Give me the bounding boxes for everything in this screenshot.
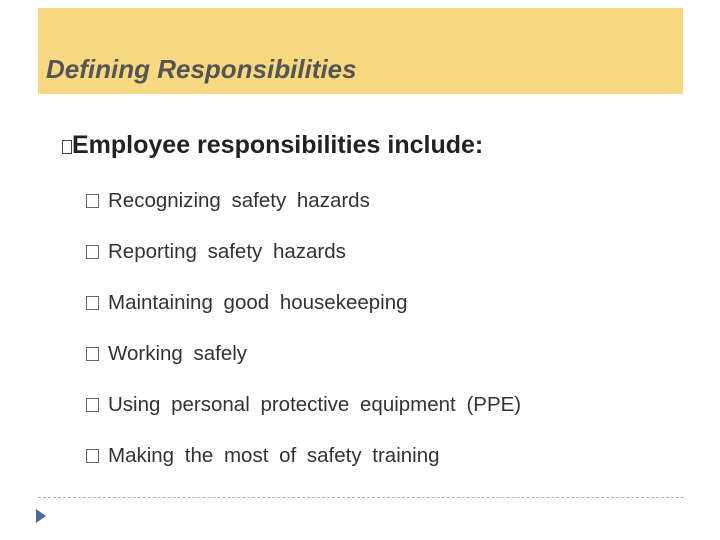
triangle-arrow-icon — [36, 509, 46, 523]
sub-bullet-text: Reporting safety hazards — [108, 240, 346, 263]
main-bullet-text: Employee responsibilities include: — [72, 131, 484, 159]
square-bullet-icon — [86, 194, 99, 208]
sub-bullet-text: Using personal protective equipment (PPE) — [108, 393, 522, 416]
sub-bullet-text: Making the most of safety training — [108, 444, 440, 467]
square-bullet-icon — [86, 245, 99, 259]
square-bullet-icon — [86, 347, 99, 361]
square-bullet-icon — [86, 296, 99, 310]
square-bullet-icon — [86, 449, 99, 463]
sub-bullet-text: Working safely — [108, 342, 248, 365]
square-bullet-icon — [62, 140, 72, 154]
sub-bullet-text: Recognizing safety hazards — [108, 189, 370, 212]
footer-divider — [38, 497, 684, 498]
title-bar — [38, 8, 683, 94]
sub-bullet-text: Maintaining good housekeeping — [108, 291, 408, 314]
slide-title: Defining Responsibilities — [46, 54, 357, 84]
square-bullet-icon — [86, 398, 99, 412]
